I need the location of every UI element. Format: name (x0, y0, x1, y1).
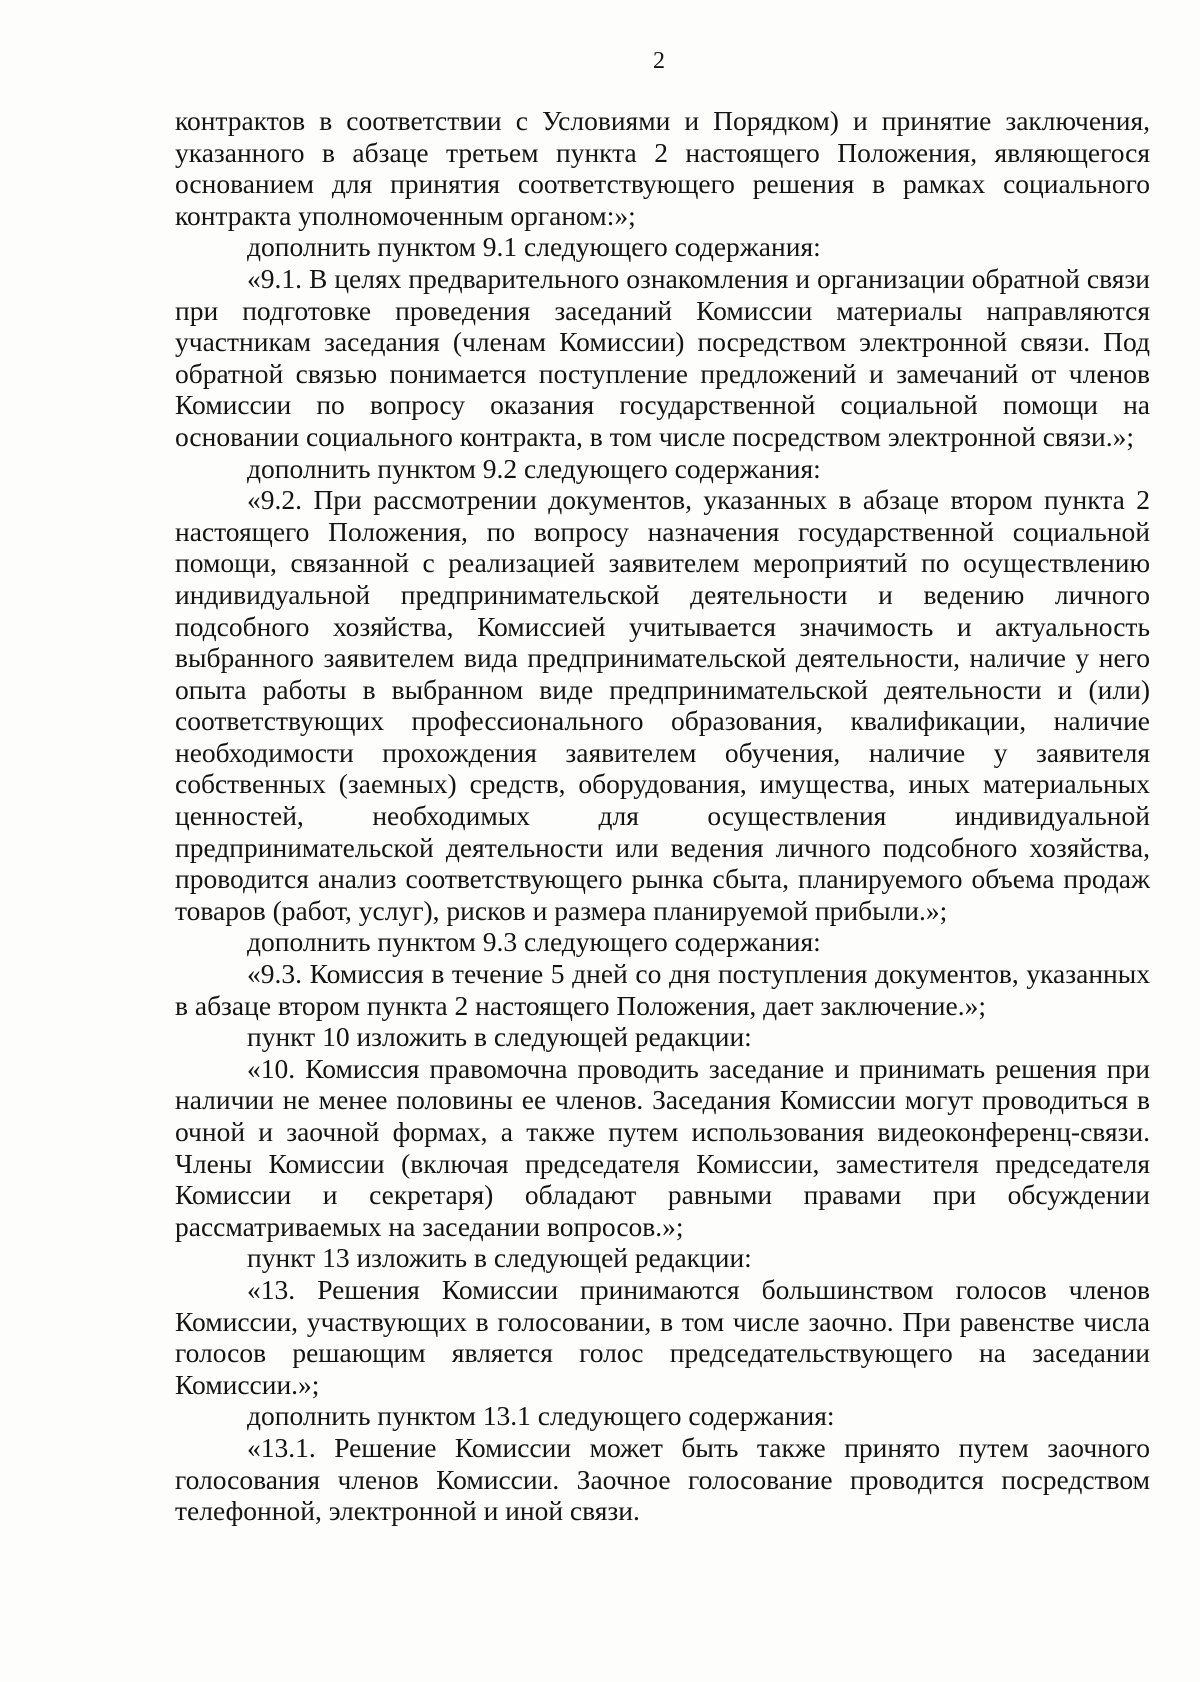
document-body (175, 105, 1150, 1527)
amendment-instruction-13-1: дополнить пунктом 13.1 следующего содержания: (247, 1400, 835, 1432)
paragraph-continuation: контрактов в соответствии с Условиями и Порядком) и принятие заключения, указанного в абзаце третьем пункта 2 настоящего Положения, являющегося основанием для принятия соответствующего решения в рамках социального контракта уполномоченным органом:»; (175, 105, 1150, 231)
clause-13: «13. Решения Комиссии принимаются большинством голосов членов Комиссии, участвующих в голосовании, в том числе заочно. При равенстве числа голосов решающим является голос председательствующего на заседании Комиссии.»; (175, 1273, 1150, 1400)
amendment-instruction-10: пункт 10 изложить в следующей редакции: (247, 1021, 752, 1053)
page-number: 2 (653, 48, 665, 74)
clause-9-3: «9.3. Комиссия в течение 5 дней со дня поступления документов, указанных в абзаце втором пункта 2 настоящего Положения, дает заключение.»; (175, 958, 1150, 1021)
clause-10: «10. Комиссия правомочна проводить заседание и принимать решения при наличии не менее половины ее членов. Заседания Комиссии могут проводиться в очной и заочной формах, а также путем использования видеоконференц-связи. Члены Комиссии (включая председателя Комиссии, заместителя председателя Комиссии и секретаря) обладают равными правами при обсуждении рассматриваемых на заседании вопросов.»; (175, 1052, 1150, 1242)
amendment-instruction-13: пункт 13 изложить в следующей редакции: (247, 1242, 752, 1274)
clause-13-1: «13.1. Решение Комиссии может быть также принято путем заочного голосования членов Комиссии. Заочное голосование проводится посредством телефонной, электронной и иной связи. (175, 1431, 1150, 1527)
amendment-instruction-9-2: дополнить пунктом 9.2 следующего содержания: (247, 452, 821, 484)
amendment-instruction-9-3: дополнить пунктом 9.3 следующего содержания: (247, 926, 821, 958)
clause-9-1: «9.1. В целях предварительного ознакомления и организации обратной связи при подготовке проведения заседаний Комиссии материалы направляются участникам заседания (членам Комиссии) посредством электронной связи. Под обратной связью понимается поступление предложений и замечаний от членов Комиссии по вопросу оказания государственной социальной помощи на основании социального контракта, в том числе посредством электронной связи.»; (175, 262, 1150, 452)
clause-9-2: «9.2. При рассмотрении документов, указанных в абзаце втором пункта 2 настоящего Положения, по вопросу назначения государственной социальной помощи, связанной с реализацией заявителем мероприятий по осуществлению индивидуальной предпринимательской деятельности и ведению личного подсобного хозяйства, Комиссией учитывается значимость и актуальность выбранного заявителем вида предпринимательской деятельности, наличие у него опыта работы в выбранном виде предпринимательской деятельности и (или) соответствующих профессионального образования, квалификации, наличие необходимости прохождения заявителем обучения, наличие у заявителя собственных (заемных) средств, оборудования, имущества, иных материальных ценностей, необходимых для осуществления индивидуальной предпринимательской деятельности или ведения личного подсобного хозяйства, проводится анализ соответствующего рынка сбыта, планируемого объема продаж товаров (работ, услуг), рисков и размера планируемой прибыли.»; (175, 484, 1150, 926)
amendment-instruction-9-1: дополнить пунктом 9.1 следующего содержания: (247, 231, 821, 263)
